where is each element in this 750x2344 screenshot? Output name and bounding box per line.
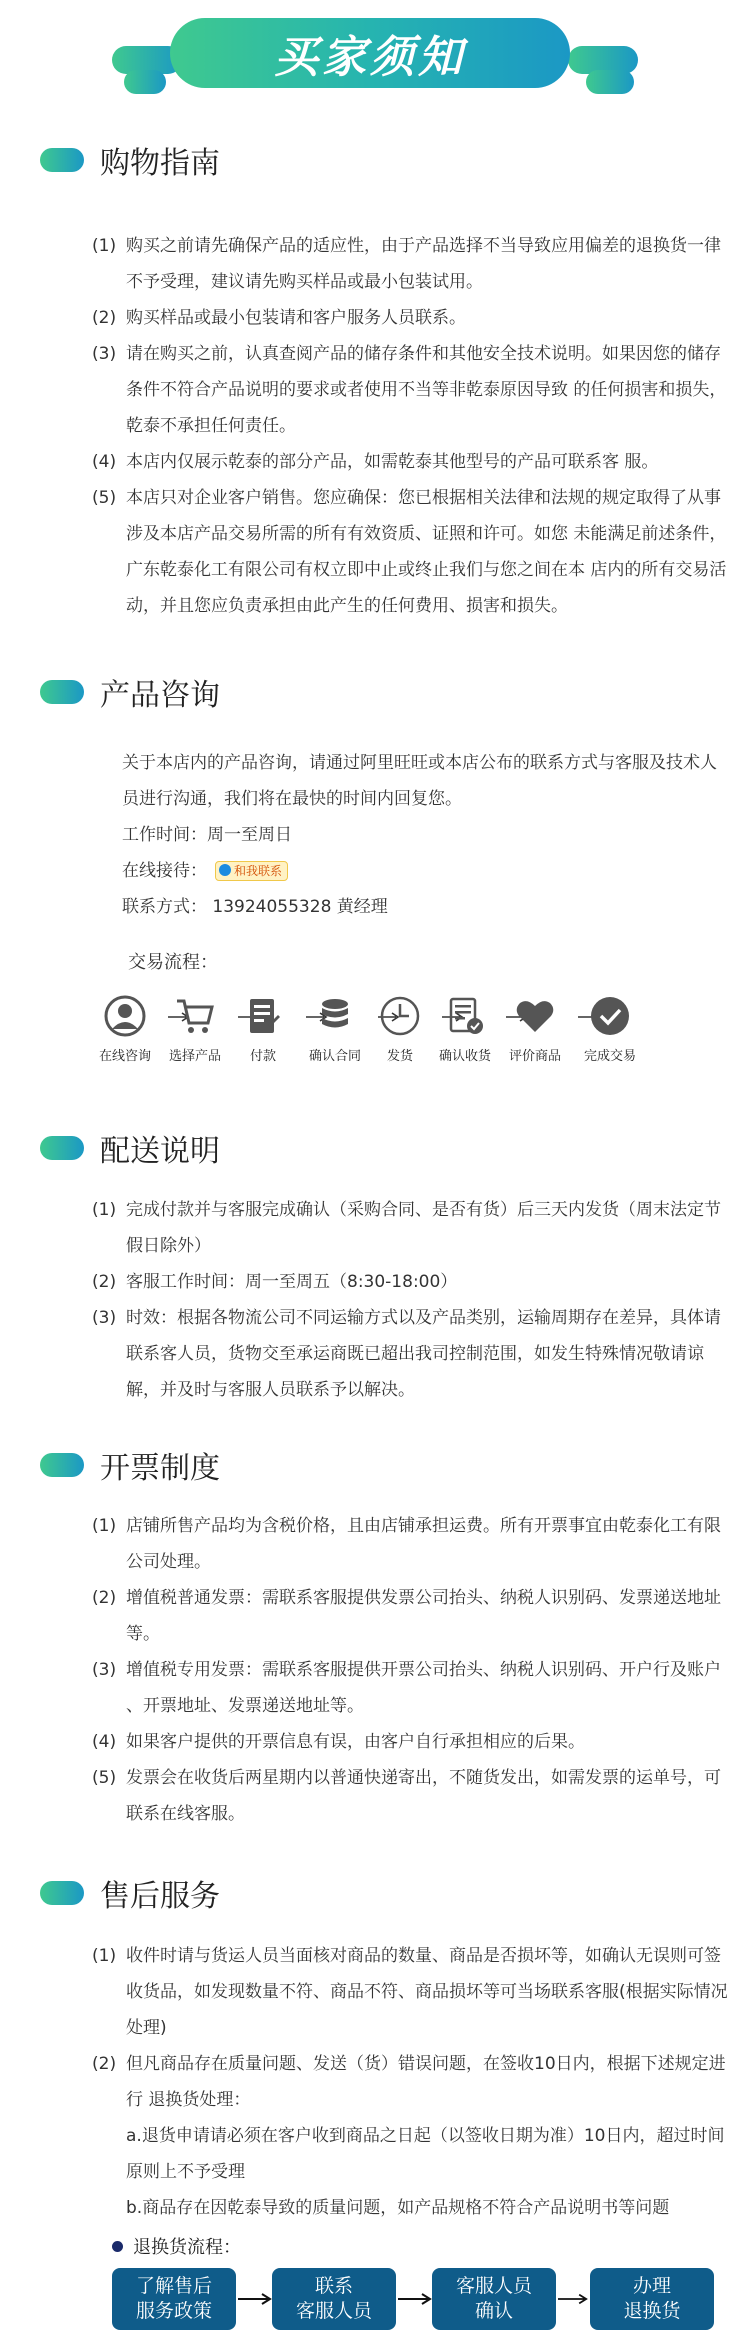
return-rule-a: a.退货申请请必须在客户收到商品之日起（以签收日期为准）10日内，超过时间 原则上不予受理	[126, 2126, 725, 2182]
online-label: 在线接待：	[122, 861, 207, 881]
section-pill-icon	[40, 1881, 84, 1905]
list-item: (5) 发票会在收货后两星期内以普通快递寄出，不随货发出，如需发票的运单号，可联系在线客服。	[92, 1768, 721, 1824]
flow-step-consult: 在线咨询	[80, 995, 170, 1064]
arrow-right-icon	[558, 2293, 588, 2305]
page-title: 买家须知	[170, 18, 570, 88]
section-pill-icon	[40, 148, 84, 172]
return-rule-b: b.商品存在因乾泰导致的质量问题，如产品规格不符合产品说明书等问题	[126, 2198, 670, 2218]
heart-icon	[514, 995, 556, 1037]
flow-step-select: 选择产品	[150, 995, 240, 1064]
section-header-invoice	[40, 1445, 220, 1485]
chat-icon	[219, 864, 231, 876]
section-title: 购物指南	[100, 146, 220, 181]
return-step-confirm: 客服人员 确认	[432, 2268, 556, 2330]
flow-step-contract: 确认合同	[290, 995, 380, 1064]
list-item: (5) 本店只对企业客户销售。您应确保：您已根据相关法律和法规的规定取得了从事涉及本店产品交易所需的所有有效资质、证照和许可。如您 未能满足前述条件，广东乾泰化工有限公司有权立即中止或终止我们与您之间在本 店内的所有交易活动，并且您应负责承担由此产生的任何费用、损害和损失。	[92, 488, 727, 616]
return-step-process: 办理 退换货	[590, 2268, 714, 2330]
trade-flow	[98, 995, 700, 1085]
flow-step-receive: 确认收货	[420, 995, 510, 1064]
section-header-shopping-guide	[40, 140, 220, 180]
list-item: (2) 购买样品或最小包装请和客户服务人员联系。	[92, 308, 466, 328]
arrow-right-icon	[238, 2293, 272, 2305]
section-title: 售后服务	[100, 1879, 220, 1914]
consult-online	[122, 853, 727, 889]
list-item: (3) 增值税专用发票：需联系客服提供开票公司抬头、纳税人识别码、开户行及账户 、开票地址、发票递送地址等。	[92, 1660, 721, 1716]
list-item: (3) 时效：根据各物流公司不同运输方式以及产品类别，运输周期存在差异，具体请联系客人员，货物交至承运商既已超出我司控制范围，如发生特殊情况敬请谅解，并及时与客服人员联系予以解决。	[92, 1308, 721, 1400]
banner-decor-right-bottom	[586, 70, 634, 94]
contact-me-badge[interactable]: 和我联系	[215, 861, 288, 881]
list-item: (1) 购买之前请先确保产品的适应性，由于产品选择不当导致应用偏差的退换货一律不予受理，建议请先购买样品或最小包装试用。	[92, 236, 721, 292]
header-banner	[0, 0, 750, 120]
user-icon	[104, 995, 146, 1037]
list-item: (1) 收件时请与货运人员当面核对商品的数量、商品是否损坏等，如确认无误则可签收货品，如发现数量不符、商品不符、商品损坏等可当场联系客服(根据实际情况处理)	[92, 1946, 728, 2038]
return-step-policy: 了解售后 服务政策	[112, 2268, 236, 2330]
return-step-contact: 联系 客服人员	[272, 2268, 396, 2330]
check-circle-icon	[589, 995, 631, 1037]
section-pill-icon	[40, 1453, 84, 1477]
banner-decor-left-bottom	[124, 70, 166, 94]
after-sales-list	[92, 1938, 732, 2118]
invoice-list	[92, 1508, 732, 1832]
section-title: 配送说明	[100, 1134, 220, 1169]
clock-icon	[379, 995, 421, 1037]
section-pill-icon	[40, 680, 84, 704]
flow-step-ship: 发货	[355, 995, 445, 1064]
section-title: 开票制度	[100, 1451, 220, 1486]
cart-icon	[174, 995, 216, 1037]
list-item: (4) 如果客户提供的开票信息有误，由客户自行承担相应的后果。	[92, 1732, 585, 1752]
consult-intro: 关于本店内的产品咨询，请通过阿里旺旺或本店公布的联系方式与客服及技术人员进行沟通，我们将在最快的时间内回复您。	[122, 753, 717, 809]
flow-step-pay: 付款	[218, 995, 308, 1064]
flow-step-review: 评价商品	[490, 995, 580, 1064]
section-pill-icon	[40, 1136, 84, 1160]
shopping-guide-list	[92, 228, 732, 624]
list-item: (1) 店铺所售产品均为含税价格，且由店铺承担运费。所有开票事宜由乾泰化工有限公司处理。	[92, 1516, 721, 1572]
flow-step-complete: 完成交易	[565, 995, 655, 1064]
database-icon	[314, 995, 356, 1037]
list-item: (1) 完成付款并与客服完成确认（采购合同、是否有货）后三天内发货（周末法定节假日除外）	[92, 1200, 721, 1256]
list-item: (2) 客服工作时间：周一至周五（8:30-18:00）	[92, 1272, 458, 1292]
trade-flow-label: 交易流程：	[128, 952, 218, 973]
list-item: (2) 增值税普通发票：需联系客服提供发票公司抬头、纳税人识别码、发票递送地址等。	[92, 1588, 721, 1644]
section-header-consult	[40, 672, 220, 712]
list-item: (4) 本店内仅展示乾泰的部分产品，如需乾泰其他型号的产品可联系客 服。	[92, 452, 659, 472]
arrow-right-icon	[398, 2293, 432, 2305]
document-check-icon	[444, 995, 486, 1037]
bullet-icon	[112, 2241, 123, 2252]
invoice-icon	[242, 995, 284, 1037]
list-item: (2) 但凡商品存在质量问题、发送（货）错误问题，在签收10日内，根据下述规定进行 退换货处理：	[92, 2054, 726, 2110]
consult-contact: 联系方式： 13924055328 黄经理	[122, 897, 388, 917]
delivery-list	[92, 1192, 732, 1408]
section-title: 产品咨询	[100, 678, 220, 713]
list-item: (3) 请在购买之前，认真查阅产品的储存条件和其他安全技术说明。如果因您的储存条件不符合产品说明的要求或者使用不当等非乾泰原因导致 的任何损害和损失，乾泰不承担任何责任。	[92, 344, 727, 436]
return-flow-title: 退换货流程：	[112, 2233, 241, 2259]
section-header-delivery	[40, 1128, 220, 1168]
section-header-after-sales	[40, 1873, 220, 1913]
consult-hours: 工作时间：周一至周日	[122, 825, 292, 845]
